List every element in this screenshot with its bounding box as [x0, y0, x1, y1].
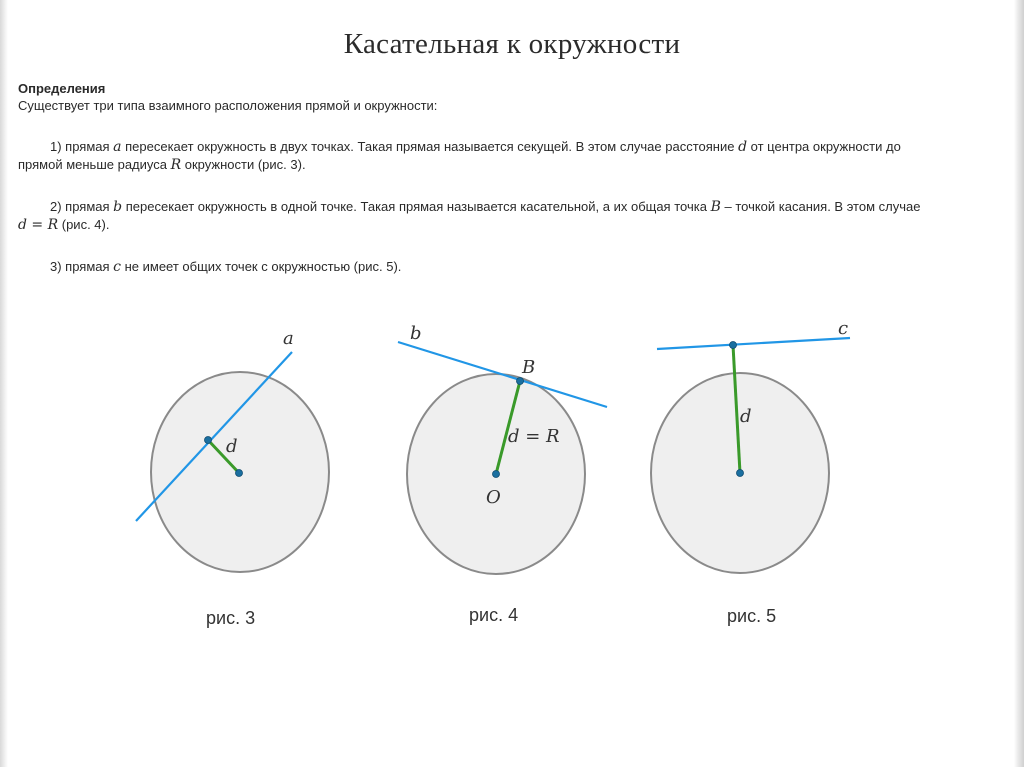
- var-B: B: [710, 199, 721, 215]
- distance-label-fig5: d: [740, 406, 752, 427]
- external-line-c: [657, 338, 850, 349]
- line-label-a: a: [283, 328, 294, 349]
- center-point-fig5: [737, 470, 744, 477]
- item-2-cont: d = R (рис. 4).: [18, 217, 110, 233]
- var-R: R: [170, 157, 182, 173]
- caption-fig5: рис. 5: [727, 606, 777, 626]
- center-point-fig3: [236, 470, 243, 477]
- line-label-c: c: [838, 318, 849, 339]
- slide-title: Касательная к окружности: [343, 28, 681, 60]
- tangent-point-B: [517, 378, 524, 385]
- figure-3: [136, 328, 329, 572]
- caption-fig4: рис. 4: [469, 605, 519, 625]
- item-1-cont: прямой меньше радиуса R окружности (рис. 3).: [18, 157, 306, 173]
- center-point-O: [493, 471, 500, 478]
- point-label-B: B: [522, 357, 536, 378]
- figure-5: [651, 318, 850, 573]
- definitions-heading: Определения: [18, 81, 106, 96]
- line-label-b: b: [410, 323, 422, 344]
- center-label-O: O: [486, 487, 501, 508]
- item-1: 1) прямая a пересекает окружность в двух точках. Такая прямая называется секущей. В этом случае расстояние d от центра окружности до: [50, 139, 901, 155]
- figure-4: [398, 323, 607, 574]
- item-2: 2) прямая b пересекает окружность в одной точке. Такая прямая называется касательной, а их общая точка B – точкой касания. В этом случае: [50, 199, 921, 215]
- formula-d-eq-R: d = R: [18, 217, 59, 233]
- foot-point-fig3: [205, 437, 212, 444]
- distance-label-fig4: d = R: [508, 426, 560, 447]
- var-c: c: [113, 259, 121, 275]
- definitions-intro: Существует три типа взаимного расположения прямой и окружности:: [18, 98, 438, 113]
- var-d: d: [738, 139, 748, 155]
- item-3: 3) прямая c не имеет общих точек с окружностью (рис. 5).: [50, 259, 402, 275]
- caption-fig3: рис. 3: [206, 608, 256, 628]
- var-a: a: [113, 139, 122, 155]
- foot-point-fig5: [730, 342, 737, 349]
- distance-label-fig3: d: [226, 436, 238, 457]
- var-b: b: [113, 199, 123, 215]
